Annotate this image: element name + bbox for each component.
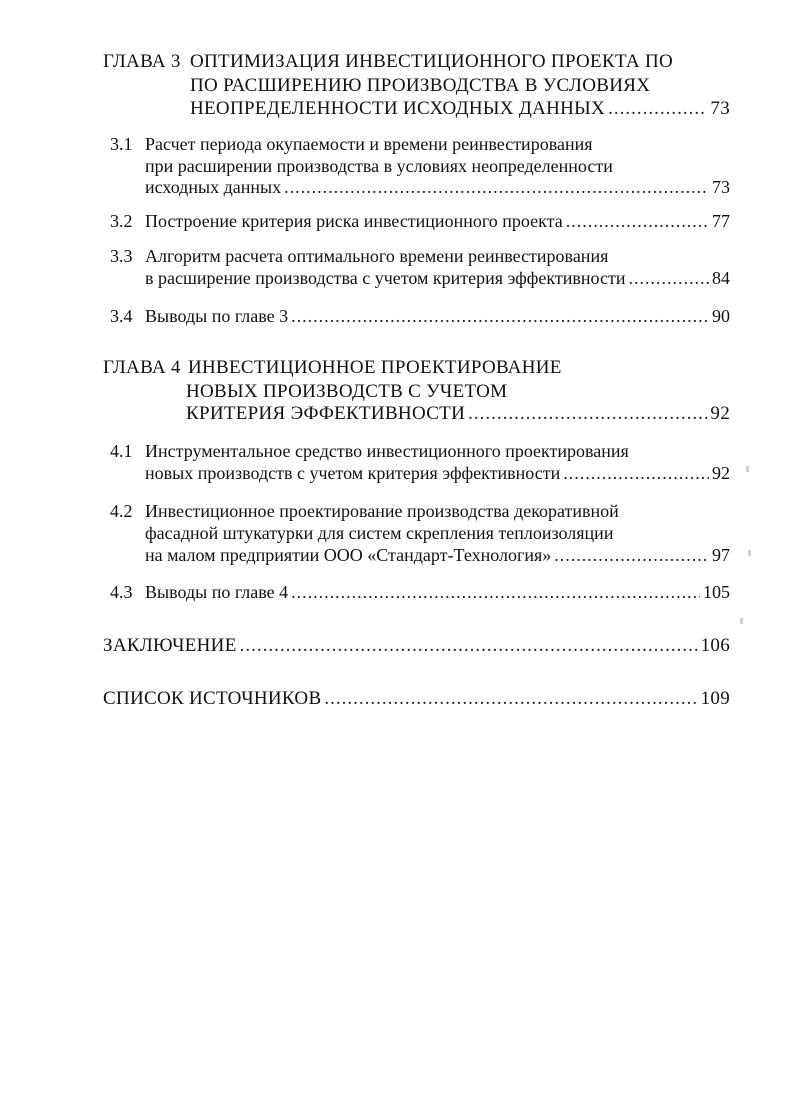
- chapter-4-page-number: 92: [710, 403, 730, 424]
- dot-leader: [291, 581, 700, 603]
- dot-leader: [324, 688, 697, 710]
- chapter-3-title-line-2: ПО РАСШИРЕНИЮ ПРОИЗВОДСТВА В УСЛОВИЯХ: [190, 75, 651, 96]
- references-title: СПИСОК ИСТОЧНИКОВ: [103, 688, 322, 709]
- section-4-2-page-number: 97: [712, 545, 730, 565]
- references-toc-entry[interactable]: [103, 688, 730, 710]
- section-4-1-number: 4.1: [110, 441, 133, 461]
- section-3-4-text: Выводы по главе 3: [145, 306, 289, 326]
- section-4-3-toc-entry[interactable]: [110, 581, 730, 603]
- section-3-1-page-number: 73: [712, 177, 730, 197]
- chapter-3-label: ГЛАВА 3: [103, 51, 181, 72]
- section-3-1-toc-entry[interactable]: [145, 176, 730, 198]
- section-3-3-text-line-2: в расширение производства с учетом критерия эффективности: [145, 268, 626, 288]
- section-3-3-text-line-1: Алгоритм расчета оптимального времени реинвестирования: [145, 246, 609, 266]
- dot-leader: [240, 635, 698, 657]
- chapter-3-toc-entry[interactable]: [190, 98, 730, 120]
- section-3-1-number: 3.1: [110, 134, 133, 154]
- chapter-4-heading-line-1: [103, 357, 723, 379]
- section-3-4-page-number: 90: [712, 306, 730, 326]
- section-4-1-page-number: 92: [712, 463, 730, 483]
- section-4-2-text-line-1: Инвестиционное проектирование производства декоративной: [145, 501, 619, 521]
- chapter-3-heading-line-2: [190, 75, 730, 97]
- section-3-2-number: 3.2: [110, 211, 133, 231]
- section-4-2-toc-entry[interactable]: [145, 544, 730, 566]
- section-3-4-toc-entry[interactable]: [110, 305, 730, 327]
- chapter-3-heading-line-1: [103, 51, 743, 73]
- section-3-3-toc-entry[interactable]: [145, 267, 730, 289]
- chapter-4-heading-line-2: [186, 381, 726, 403]
- section-4-2-line-2: [145, 522, 730, 544]
- chapter-3-title-line-1: ОПТИМИЗАЦИЯ ИНВЕСТИЦИОННОГО ПРОЕКТА ПО: [190, 51, 674, 72]
- scan-artifact: [748, 550, 751, 556]
- chapter-3-title-line-3: НЕОПРЕДЕЛЕННОСТИ ИСХОДНЫХ ДАННЫХ: [190, 98, 606, 119]
- section-3-1-line-2: [145, 155, 730, 177]
- dot-leader: [563, 462, 709, 484]
- section-3-4-number: 3.4: [110, 306, 133, 326]
- conclusion-page-number: 106: [700, 635, 730, 656]
- dot-leader: [284, 176, 709, 198]
- section-3-2-text: Построение критерия риска инвестиционного проекта: [145, 211, 563, 231]
- section-3-2-toc-entry[interactable]: [110, 210, 730, 232]
- section-4-3-page-number: 105: [703, 582, 730, 602]
- conclusion-toc-entry[interactable]: [103, 635, 730, 657]
- chapter-4-title-line-1: ИНВЕСТИЦИОННОЕ ПРОЕКТИРОВАНИЕ: [188, 357, 562, 378]
- section-4-3-number: 4.3: [110, 582, 133, 602]
- section-4-2-number: 4.2: [110, 501, 133, 521]
- section-4-1-text-line-2: новых производств с учетом критерия эффективности: [145, 463, 561, 483]
- section-4-1-toc-entry[interactable]: [145, 462, 730, 484]
- section-3-2-page-number: 77: [712, 211, 730, 231]
- dot-leader: [554, 544, 709, 566]
- section-3-3-line-1: [110, 245, 730, 267]
- section-4-2-text-line-3: на малом предприятии ООО «Стандарт-Технология»: [145, 545, 552, 565]
- chapter-4-title-line-3: КРИТЕРИЯ ЭФФЕКТИВНОСТИ: [186, 403, 466, 424]
- chapter-4-label: ГЛАВА 4: [103, 357, 181, 378]
- section-4-1-line-1: [110, 440, 730, 462]
- dot-leader: [468, 403, 707, 425]
- section-3-1-line-1: [110, 133, 730, 155]
- chapter-4-toc-entry[interactable]: [186, 403, 730, 425]
- scan-artifact: [740, 618, 743, 624]
- section-3-3-page-number: 84: [712, 268, 730, 288]
- section-4-2-text-line-2: фасадной штукатурки для систем скрепления теплоизоляции: [145, 523, 614, 543]
- section-3-3-number: 3.3: [110, 246, 133, 266]
- section-4-3-text: Выводы по главе 4: [145, 582, 289, 602]
- section-3-1-text-line-2: при расширении производства в условиях неопределенности: [145, 156, 613, 176]
- conclusion-title: ЗАКЛЮЧЕНИЕ: [103, 635, 237, 656]
- dot-leader: [566, 210, 709, 232]
- section-4-2-line-1: [110, 500, 730, 522]
- dot-leader: [628, 267, 709, 289]
- dot-leader: [291, 305, 709, 327]
- dot-leader: [608, 98, 707, 120]
- chapter-3-page-number: 73: [710, 98, 730, 119]
- references-page-number: 109: [700, 688, 730, 709]
- chapter-4-title-line-2: НОВЫХ ПРОИЗВОДСТВ С УЧЕТОМ: [186, 381, 508, 402]
- section-3-1-text-line-1: Расчет периода окупаемости и времени реинвестирования: [145, 134, 593, 154]
- section-3-1-text-line-3: исходных данных: [145, 177, 282, 197]
- section-4-1-text-line-1: Инструментальное средство инвестиционного проектирования: [145, 441, 629, 461]
- scan-artifact: [746, 466, 749, 472]
